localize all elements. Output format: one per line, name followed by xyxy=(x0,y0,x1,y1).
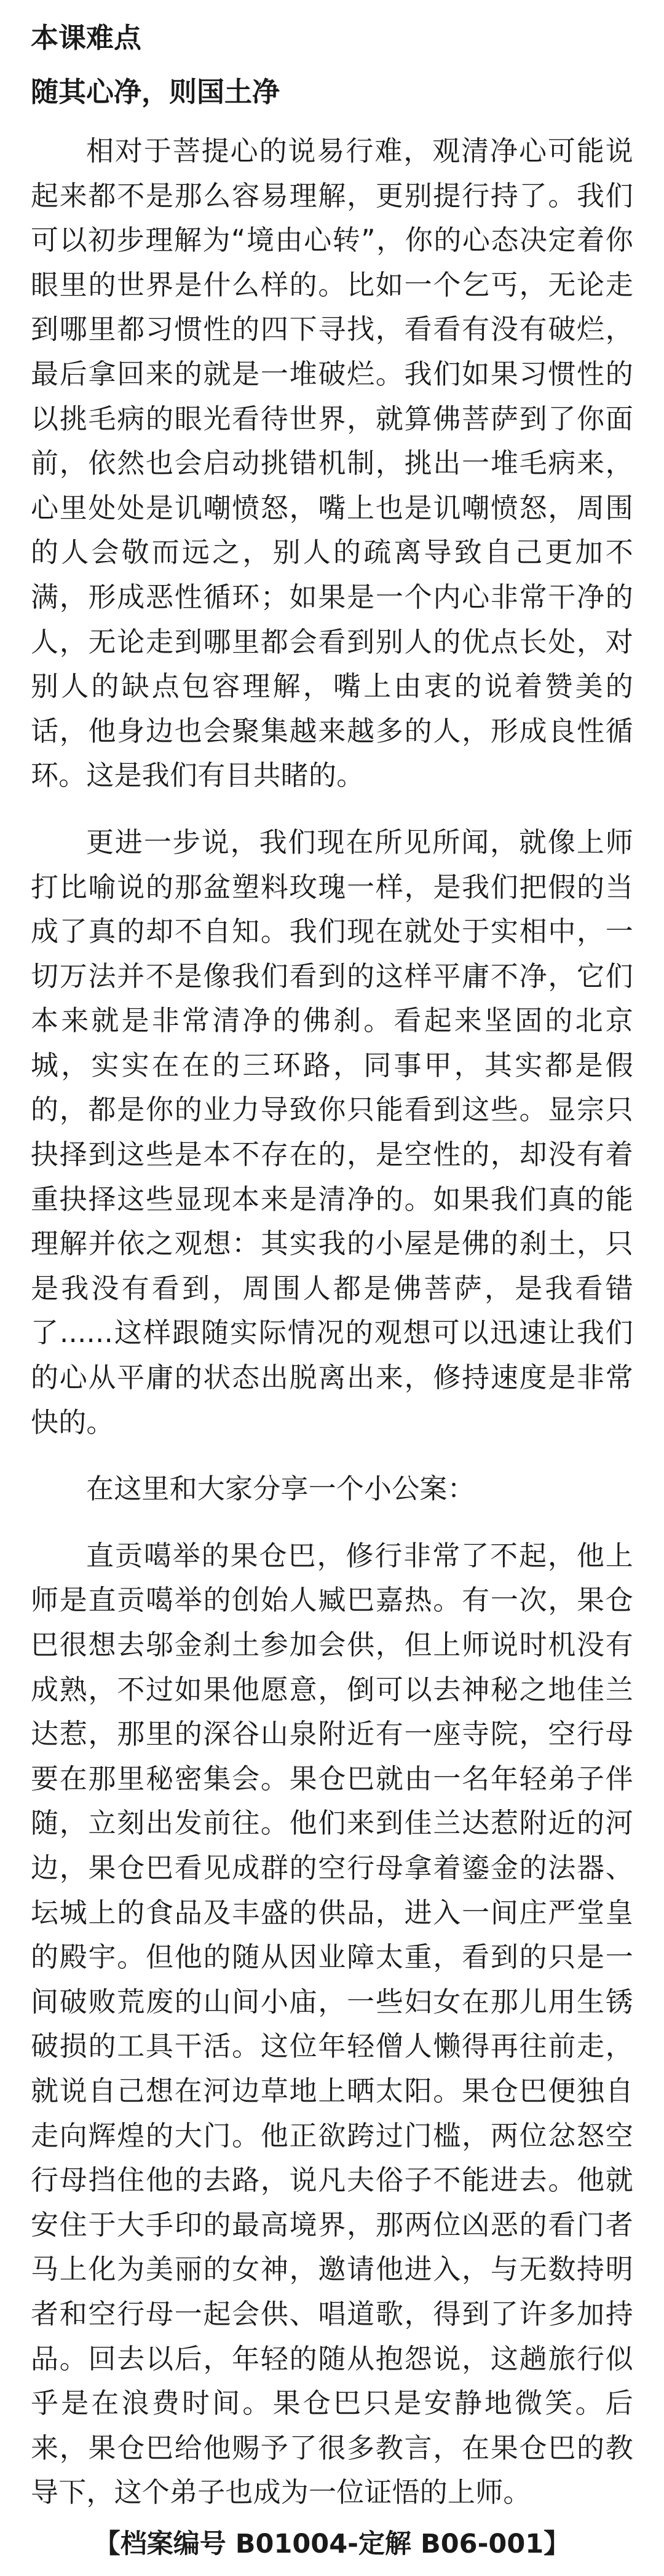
paragraph-further: 更进一步说，我们现在所见所闻，就像上师打比喻说的那盆塑料玫瑰一样，是我们把假的当成了真的却不自知。我们现在就处于实相中，一切万法并不是像我们看到的这样平庸不净，它们本来就是非常清净的佛刹。看起来坚固的北京城，实实在在的三环路，同事甲，其实都是假的，都是你的业力导致你只能看到这些。显宗只抉择到这些是本不存在的，是空性的，却没有着重抉择这些显现本来是清净的。如果我们真的能理解并依之观想：其实我的小屋是佛的刹土，只是我没有看到，周围人都是佛菩萨，是我看错了......这样跟随实际情况的观想可以迅速让我们的心从平庸的状态出脱离出来，修持速度是非常快的。 xyxy=(31,825,633,1439)
paragraph-intro: 相对于菩提心的说易行难，观清净心可能说起来都不是那么容易理解，更别提行持了。我们可以初步理解为“境由心转”，你的心态决定着你眼里的世界是什么样的。比如一个乞丐，无论走到哪里都习惯性的四下寻找，看看有没有破烂，最后拿回来的就是一堆破烂。我们如果习惯性的以挑毛病的眼光看待世界，就算佛菩萨到了你面前，依然也会启动挑错机制，挑出一堆毛病来，心里处处是讥嘲愤怒，嘴上也是讥嘲愤怒，周围的人会敬而远之，别人的疏离导致自己更加不满，形成恶性循环；如果是一个内心非常干净的人，无论走到哪里都会看到别人的优点长处，对别人的缺点包容理解，嘴上由衷的说着赞美的话，他身边也会聚集越来越多的人，形成良性循环。这是我们有目共睹的。 xyxy=(31,135,633,792)
paragraph-story: 直贡噶举的果仓巴，修行非常了不起，他上师是直贡噶举的创始人臧巴嘉热。有一次，果仓巴很想去邬金刹土参加会供，但上师说时机没有成熟，不过如果他愿意，倒可以去神秘之地佳兰达惹，那里的深谷山泉附近有一座寺院，空行母要在那里秘密集会。果仓巴就由一名年轻弟子伴随，立刻出发前往。他们来到佳兰达惹附近的河边，果仓巴看见成群的空行母拿着鎏金的法器、坛城上的食品及丰盛的供品，进入一间庄严堂皇的殿宇。但他的随从因业障太重，看到的只是一间破败荒废的山间小庙，一些妇女在那儿用生锈破损的工具干活。这位年轻僧人懒得再往前走，就说自己想在河边草地上晒太阳。果仓巴便独自走向辉煌的大门。他正欲跨过门槛，两位忿怒空行母挡住他的去路，说凡夫俗子不能进去。他就安住于大手印的最高境界，那两位凶恶的看门者马上化为美丽的女神，邀请他进入，与无数持明者和空行母一起会供、唱道歌，得到了许多加持品。回去以后，年轻的随从抱怨说，这趟旅行似乎是在浪费时间。果仓巴只是安静地微笑。后来，果仓巴给他赐予了很多教言，在果仓巴的教导下，这个弟子也成为一位证悟的上师。 xyxy=(31,1539,633,2509)
archive-number: 【档案编号 B01004-定解 B06-001】 xyxy=(93,2529,571,2559)
lesson-subheading: 随其心净，则国土净 xyxy=(31,76,280,108)
paragraph-story-intro: 在这里和大家分享一个小公案： xyxy=(86,1472,475,1506)
lesson-heading: 本课难点 xyxy=(31,22,142,54)
